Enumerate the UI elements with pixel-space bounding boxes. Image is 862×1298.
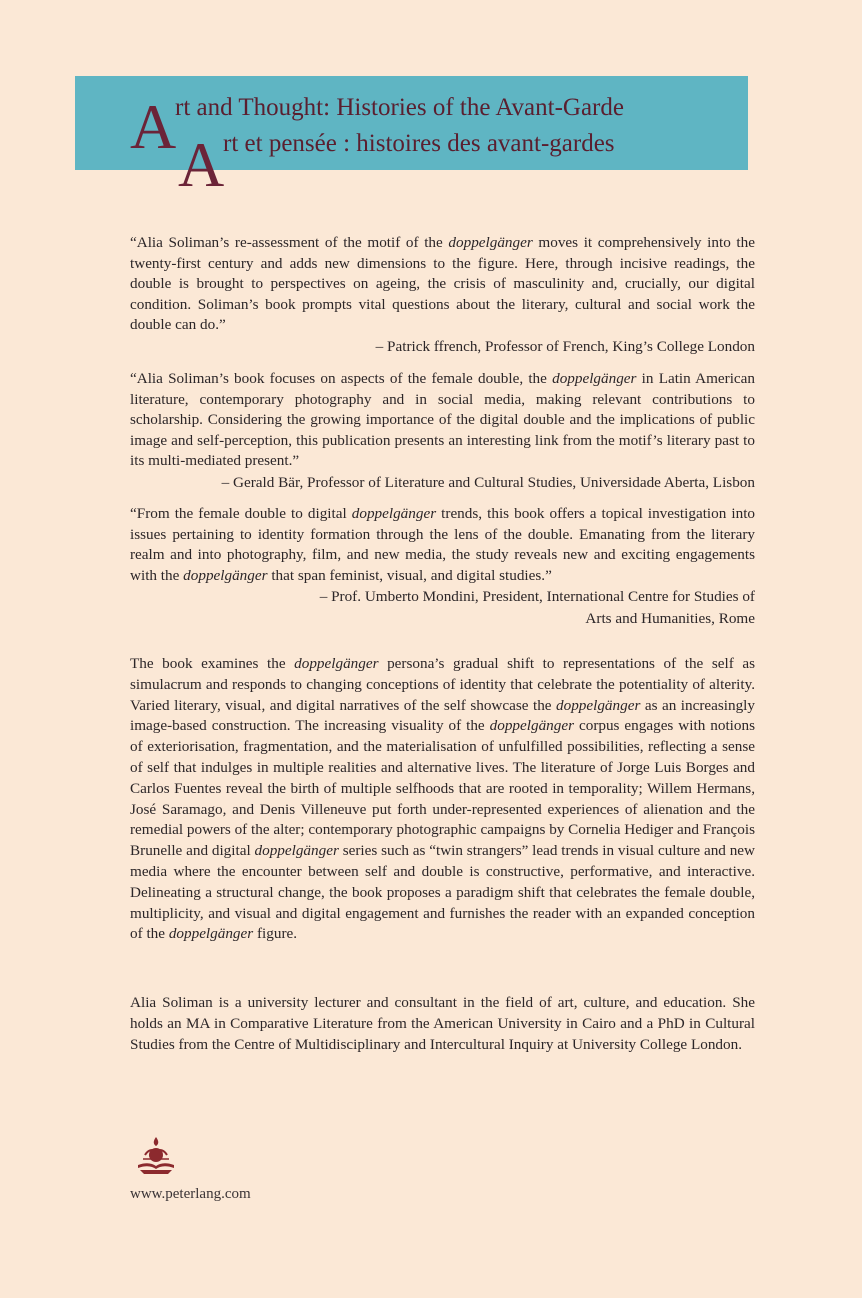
bio-text: Alia Soliman is a university lecturer and consultant in the field of art, culture, and education. She holds an MA in Comparative Literature from the American University in Cairo and a PhD in Cultural Studies from the Centre of Multidisciplinary and Intercultural Inquiry at University College London. bbox=[130, 994, 755, 1053]
quote-text: “Alia Soliman’s book focuses on aspects of the female double, the doppelgänger in Latin American literature, contemporary photography and in social media, making relevant contributions to scholarship. Considering the growing importance of the digital double and the implications of public image and self-perception, this publication presents an interesting link from the motif’s literary past to its multi-mediated present.” bbox=[130, 370, 755, 469]
series-initial-2: A bbox=[178, 129, 225, 200]
quote-attribution: – Patrick ffrench, Professor of French, King’s College London bbox=[375, 337, 755, 355]
series-title-french: rt et pensée : histoires des avant-gardes bbox=[223, 130, 615, 157]
quote-attribution: – Gerald Bär, Professor of Literature and Cultural Studies, Universidade Aberta, Lisbon bbox=[221, 473, 755, 491]
quote-text: “Alia Soliman’s re-assessment of the motif of the doppelgänger moves it comprehensively into the twenty-first century and adds new dimensions to the figure. Here, through incisive readings, the double is brought to perspectives on ageing, the crisis of masculinity and, crucially, our digital condition. Soliman’s book prompts vital questions about the literary, cultural and social work the double can do.” bbox=[130, 234, 755, 333]
quote-attribution: – Prof. Umberto Mondini, President, International Centre for Studies of bbox=[319, 588, 755, 605]
book-description bbox=[130, 654, 755, 945]
endorsement-2 bbox=[130, 369, 755, 493]
series-title-english: rt and Thought: Histories of the Avant-Garde bbox=[175, 94, 624, 121]
endorsement-1 bbox=[130, 233, 755, 357]
quote-attribution-continued: Arts and Humanities, Rome bbox=[585, 609, 755, 627]
description-text: The book examines the doppelgänger persona’s gradual shift to representations of the self as simulacrum and responds to changing conceptions of identity that celebrate the potentiality of alterity. Varied literary, visual, and digital narratives of the self showcase the doppelgänger as an increasingly image-based construction. The increasing visuality of the doppelgänger corpus engages with notions of exteriorisation, fragmentation, and the materialisation of unfulfilled possibilities, reflecting a sense of self that indulges in multiple realities and alternative lives. The literature of Jorge Luis Borges and Carlos Fuentes reveal the birth of multiple selfhoods that are rooted in temporality; Willem Hermans, José Saramago, and Denis Villeneuve put forth under-represented experiences of alienation and the remedial powers of the alter; contemporary photographic campaigns by Cornelia Hediger and François Brunelle and digital doppelgänger series such as “twin strangers” lead trends in visual culture and new media where the encounter between self and double is constructive, performative, and interactive. Delineating a structural change, the book proposes a paradigm shift that celebrates the female double, multiplicity, and visual and digital engagement and furnishes the reader with an expanded conception of the doppelgänger figure. bbox=[130, 655, 756, 943]
publisher-logo-icon bbox=[132, 1135, 180, 1177]
quote-text: “From the female double to digital doppelgänger trends, this book offers a topical investigation into issues pertaining to identity formation through the lens of the double. Emanating from the literary realm and into photography, film, and new media, the study reveals new and exciting engagements with the doppelgänger that span feminist, visual, and digital studies.” bbox=[130, 505, 756, 584]
publisher-website[interactable]: www.peterlang.com bbox=[130, 1186, 251, 1202]
endorsement-3 bbox=[130, 504, 755, 629]
author-bio bbox=[130, 993, 755, 1055]
series-initial-1: A bbox=[130, 91, 177, 162]
